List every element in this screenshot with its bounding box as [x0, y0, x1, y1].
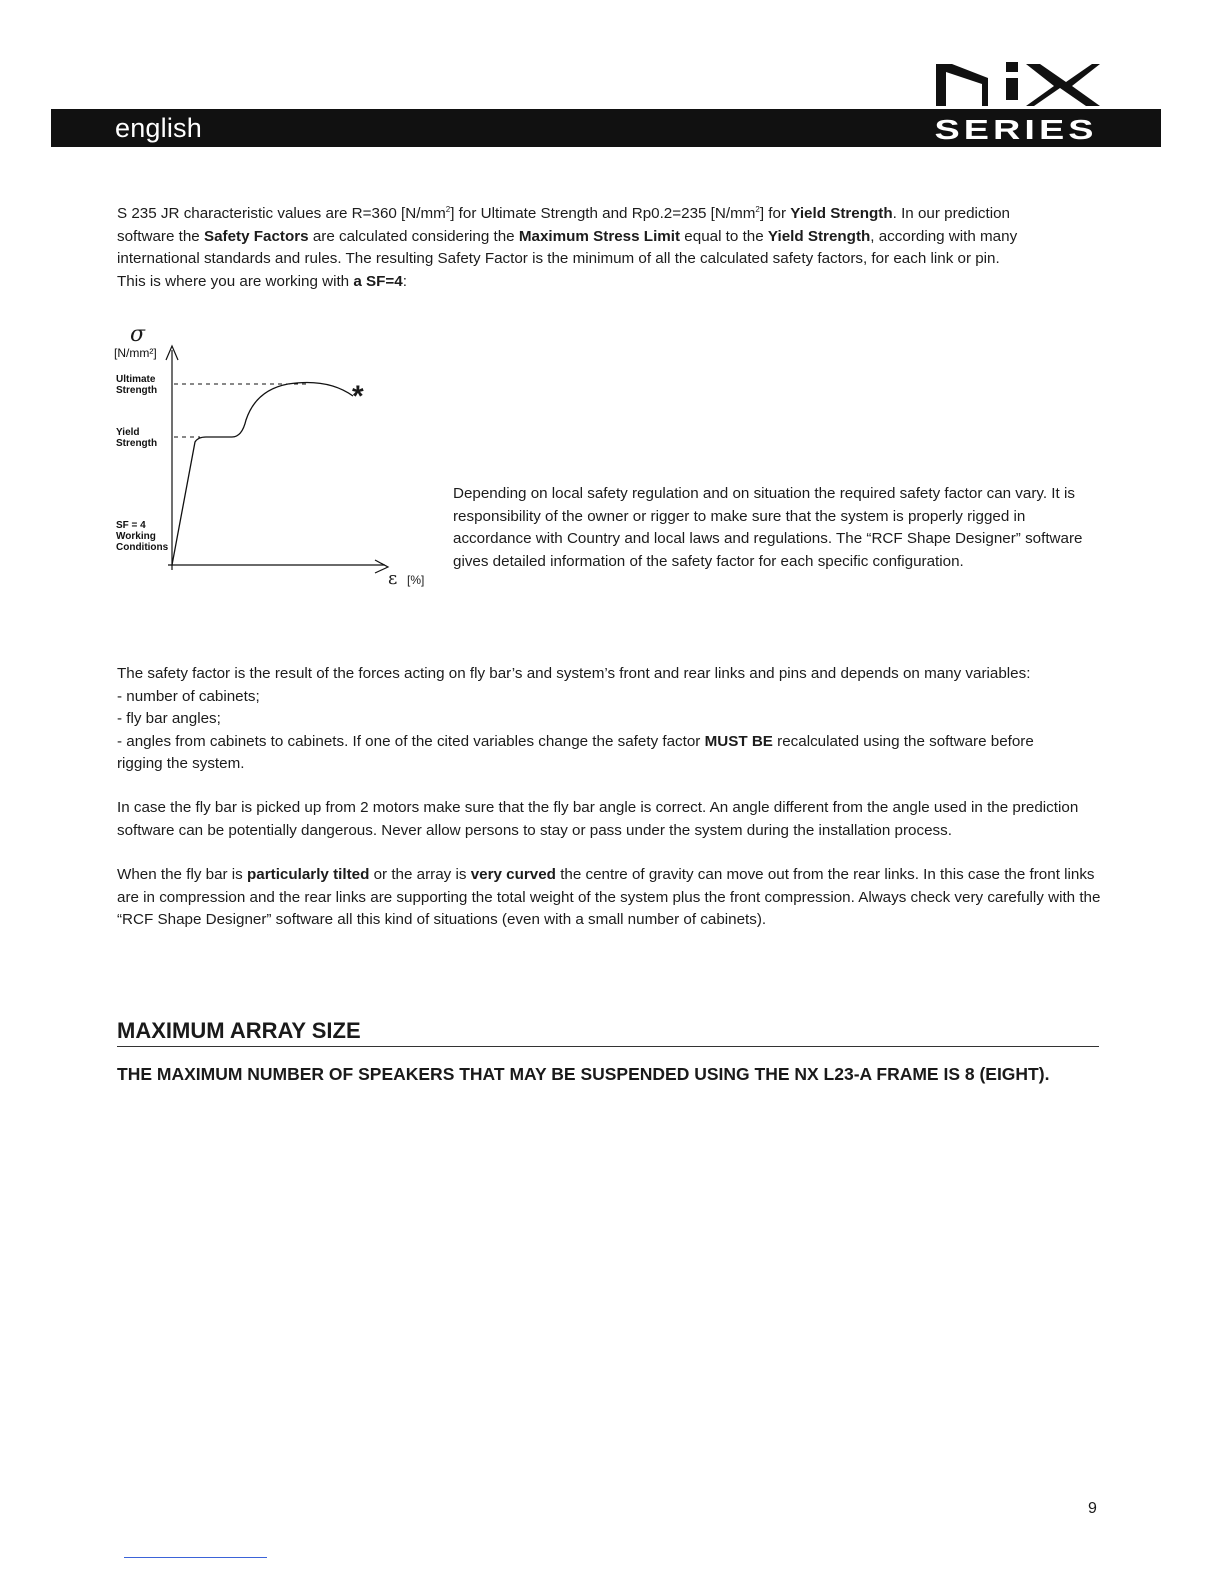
label-yield: Yield: [116, 427, 140, 438]
section-title: MAXIMUM ARRAY SIZE: [117, 1016, 1099, 1047]
label-ultimate: Ultimate: [116, 374, 156, 385]
logo-series-text: SERIES: [934, 114, 1098, 145]
label-yield-strength: Strength: [116, 438, 158, 449]
x-axis-arrow: [375, 560, 388, 573]
motors-paragraph: In case the fly bar is picked up from 2 motors make sure that the fly bar angle is correct. An angle different from the angle used in the prediction software can be potentially dangerous. Never allow persons to stay or pass under the system during the installation process.: [117, 799, 1079, 839]
label-ultimate-strength: Strength: [116, 385, 158, 396]
list-item: - number of cabinets;: [117, 687, 260, 705]
label-sf: SF = 4: [116, 520, 146, 531]
label-working: Working: [116, 531, 156, 542]
max-speakers-statement: THE MAXIMUM NUMBER OF SPEAKERS THAT MAY BE SUSPENDED USING THE NX L23-A FRAME IS 8 (EIGHT).: [117, 1064, 1050, 1084]
rupture-mark: *: [352, 380, 364, 413]
x-axis-unit: [%]: [407, 573, 425, 587]
footer-line: [124, 1557, 267, 1558]
curve-plot: [110, 320, 440, 600]
stress-strain-curve: [172, 383, 353, 566]
tilted-paragraph: When the fly bar is particularly tilted or the array is very curved the centre of gravity can move out from the rear links. In this case the front links are in compression and the rear links are supporting the total weight of the system plus the front compression. Always check very carefully with the “RCF Shape Designer” software all this kind of situations (even with a small number of cabinets).: [117, 866, 1101, 928]
variables-paragraph: The safety factor is the result of the forces acting on fly bar’s and system’s front and rear links and pins and depends on many variables: - number of cabinets; - fly bar angles; - angles from cabinets to cabinets. If one of the cited variables change the safety factor MUST BE recalculated using the software before rigging the system.: [117, 665, 1034, 772]
list-item: - fly bar angles;: [117, 710, 221, 727]
label-conditions: Conditions: [116, 542, 169, 553]
y-axis-unit: [N/mm²]: [114, 346, 157, 360]
nx-logo-icon: [930, 60, 1102, 110]
epsilon-symbol: ε: [388, 568, 398, 589]
list-item: - angles from cabinets to cabinets. If one of the cited variables change the safety factor MUST BE recalculated using the software before: [117, 732, 1034, 750]
safety-regulation-text: Depending on local safety regulation and on situation the required safety factor can vary. It is responsibility of the owner or rigger to make sure that the system is properly rigged in accordance with Country and local laws and regulations. The “RCF Shape Designer” software gives detailed information of the safety factor for each specific configuration.: [453, 485, 1083, 570]
language-label: english: [115, 113, 202, 143]
stress-strain-diagram: [110, 320, 440, 600]
page-number: 9: [1088, 1500, 1097, 1517]
nx-series-logo: [930, 60, 1102, 144]
intro-paragraph: S 235 JR characteristic values are R=360 $[N/mm^2]$ for Ultimate Strength and Rp0.2=235 $[N/mm^2]$ for Yield Strength. In our prediction software the Safety Factors are calculated considering the Maximum Stress Limit equal to the Yield Strength, according with many international standards and rules. The resulting Safety Factor is the minimum of all the calculated safety factors, for each link or pin. This is where you are working with a SF=4:: [117, 205, 1018, 290]
sigma-symbol: σ: [130, 322, 146, 347]
